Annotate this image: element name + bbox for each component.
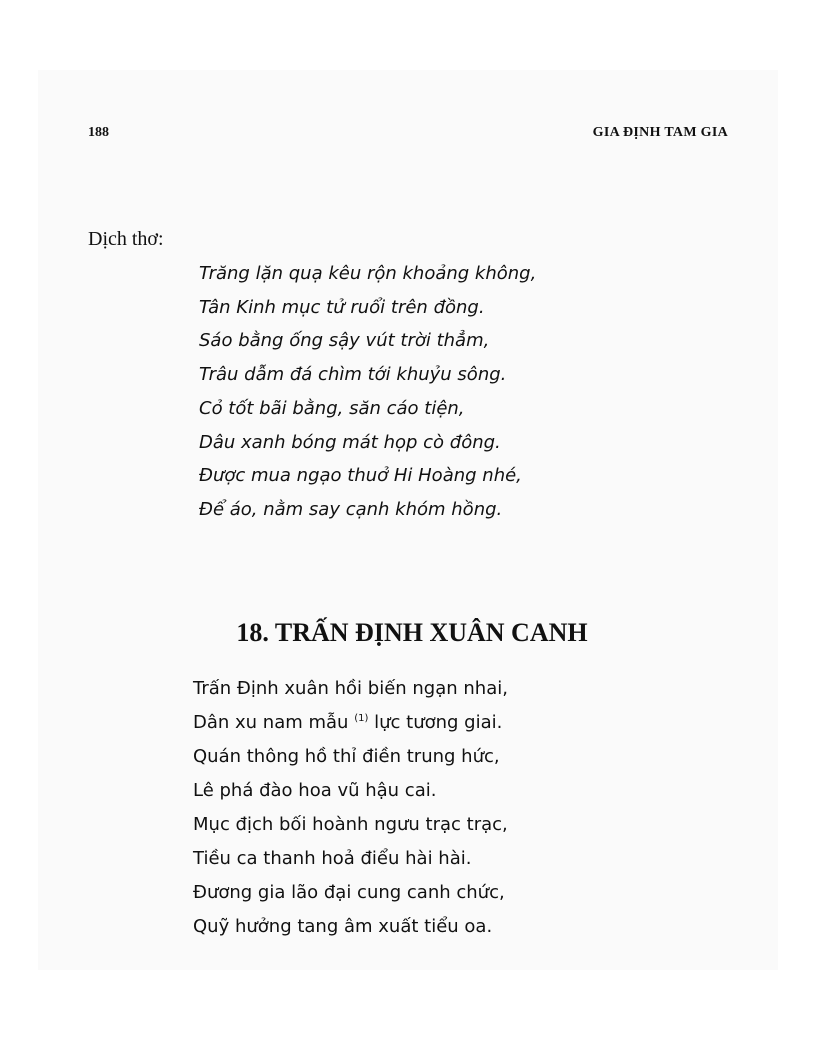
translation-line: Dâu xanh bóng mát họp cò đông.: [199, 431, 501, 453]
poem-line: Mục địch bối hoành ngưu trạc trạc,: [193, 814, 508, 835]
translation-line: Sáo bằng ống sậy vút trời thẳm,: [199, 330, 490, 352]
translation-line: Để áo, nằm say cạnh khóm hồng.: [199, 498, 503, 520]
footnote-marker: (1): [354, 713, 369, 724]
poem-line: Trấn Định xuân hồi biến ngạn nhai,: [193, 678, 508, 699]
poem-line-with-footnote: [193, 706, 508, 740]
running-title: GIA ĐỊNH TAM GIA: [592, 125, 728, 140]
translation-line: Trăng lặn quạ kêu rộn khoảng không,: [199, 263, 537, 284]
poem-line: Đương gia lão đại cung canh chức,: [193, 882, 505, 903]
translation-line: Cỏ tốt bãi bằng, săn cáo tiện,: [199, 397, 465, 419]
poem-title: 18. TRẤN ĐỊNH XUÂN CANH: [236, 618, 588, 647]
translation-label: Dịch thơ:: [88, 228, 164, 250]
translation-poem: [199, 257, 536, 527]
poem-body: [193, 672, 508, 944]
poem-line: Lê phá đào hoa vũ hậu cai.: [193, 780, 437, 801]
poem-line-part: Dân xu nam mẫu: [193, 712, 349, 733]
poem-line-part: lực tương giai.: [374, 712, 503, 733]
translation-line: Được mua ngạo thuở Hi Hoàng nhé,: [199, 465, 522, 487]
poem-line: Tiều ca thanh hoả điểu hài hài.: [193, 848, 472, 869]
page-number: 188: [88, 125, 109, 140]
page-header: [88, 125, 728, 145]
poem-line: Quỹ hưởng tang âm xuất tiểu oa.: [193, 916, 493, 937]
poem-line: Quán thông hồ thỉ điền trung hức,: [193, 746, 500, 767]
translation-line: Trâu dẫm đá chìm tới khuỷu sông.: [199, 364, 507, 386]
translation-line: Tân Kinh mục tử ruổi trên đồng.: [199, 296, 485, 318]
